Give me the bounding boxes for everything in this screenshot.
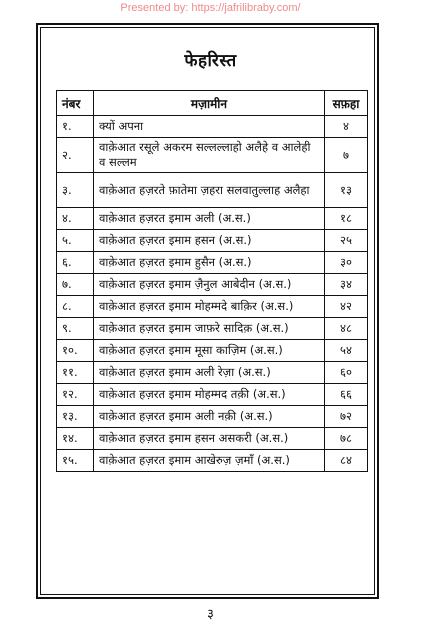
table-row [57,208,368,230]
table-row [57,274,368,296]
table-row [57,340,368,362]
row-number: ६. [57,252,94,274]
row-number: ५. [57,230,94,252]
row-title: वाक़ेआत हज़रते फ़ातेमा ज़हरा सलवातुल्लाह अलैहा [94,173,325,208]
row-number: २. [57,138,94,173]
row-number: ७. [57,274,94,296]
row-page: ६० [325,362,368,384]
row-number: ९. [57,318,94,340]
row-title: वाक़ेआत हज़रत इमाम अली (अ.स.) [94,208,325,230]
row-title: वाक़ेआत रसूले अकरम सल्लल्लाहो अलैहे व आलेही व सल्लम [94,138,325,173]
table-row [57,252,368,274]
row-number: १३. [57,406,94,428]
row-title: वाक़ेआत हज़रत इमाम मूसा काज़िम (अ.स.) [94,340,325,362]
row-number: ८. [57,296,94,318]
header-topic: मज़ामीन [94,91,325,116]
row-title: वाक़ेआत हज़रत इमाम हुसैन (अ.स.) [94,252,325,274]
row-page: १३ [325,173,368,208]
row-number: ११. [57,362,94,384]
page-number: ३ [207,607,214,622]
row-page: ४८ [325,318,368,340]
watermark: Presented by: https://jafrilibraby.com/ [120,2,301,14]
row-page: ५४ [325,340,368,362]
row-number: ४. [57,208,94,230]
table-row [57,362,368,384]
contents-table [56,90,368,472]
row-title: वाक़ेआत हज़रत इमाम हसन (अ.स.) [94,230,325,252]
table-header-row [57,91,368,116]
row-title: वाक़ेआत हज़रत इमाम अली रेज़ा (अ.स.) [94,362,325,384]
header-number: नंबर [57,91,94,116]
row-page: १८ [325,208,368,230]
row-page: २५ [325,230,368,252]
row-page: ८४ [325,450,368,472]
row-title: वाक़ेआत हज़रत इमाम अली नक़ी (अ.स.) [94,406,325,428]
row-page: ४ [325,116,368,138]
row-number: १५. [57,450,94,472]
row-page: ३४ [325,274,368,296]
row-page: ६६ [325,384,368,406]
row-number: १२. [57,384,94,406]
table-row [57,428,368,450]
row-title: वाक़ेआत हज़रत इमाम जाफ़रे सादिक़ (अ.स.) [94,318,325,340]
row-title: वाक़ेआत हज़रत इमाम मोहम्मद तक़ी (अ.स.) [94,384,325,406]
row-number: १. [57,116,94,138]
row-title: वाक़ेआत हज़रत इमाम मोहम्मदे बाक़िर (अ.स.) [94,296,325,318]
row-title: वाक़ेआत हज़रत इमाम आखेरुज़ ज़माँ (अ.स.) [94,450,325,472]
row-number: १०. [57,340,94,362]
row-page: ७८ [325,428,368,450]
table-row [57,450,368,472]
row-page: ७ [325,138,368,173]
row-title: क्यों अपना [94,116,325,138]
page-title: फेहरिस्त [184,51,237,71]
row-page: ४२ [325,296,368,318]
table-row [57,138,368,173]
table-row [57,384,368,406]
table-row [57,173,368,208]
row-number: १४. [57,428,94,450]
header-page: सफ़हा [325,91,368,116]
row-title: वाक़ेआत हज़रत इमाम हसन असकरी (अ.स.) [94,428,325,450]
row-page: ७२ [325,406,368,428]
row-number: ३. [57,173,94,208]
row-page: ३० [325,252,368,274]
table-row [57,296,368,318]
row-title: वाक़ेआत हज़रत इमाम ज़ैनुल आबेदीन (अ.स.) [94,274,325,296]
table-row [57,116,368,138]
table-row [57,406,368,428]
table-row [57,318,368,340]
table-row [57,230,368,252]
